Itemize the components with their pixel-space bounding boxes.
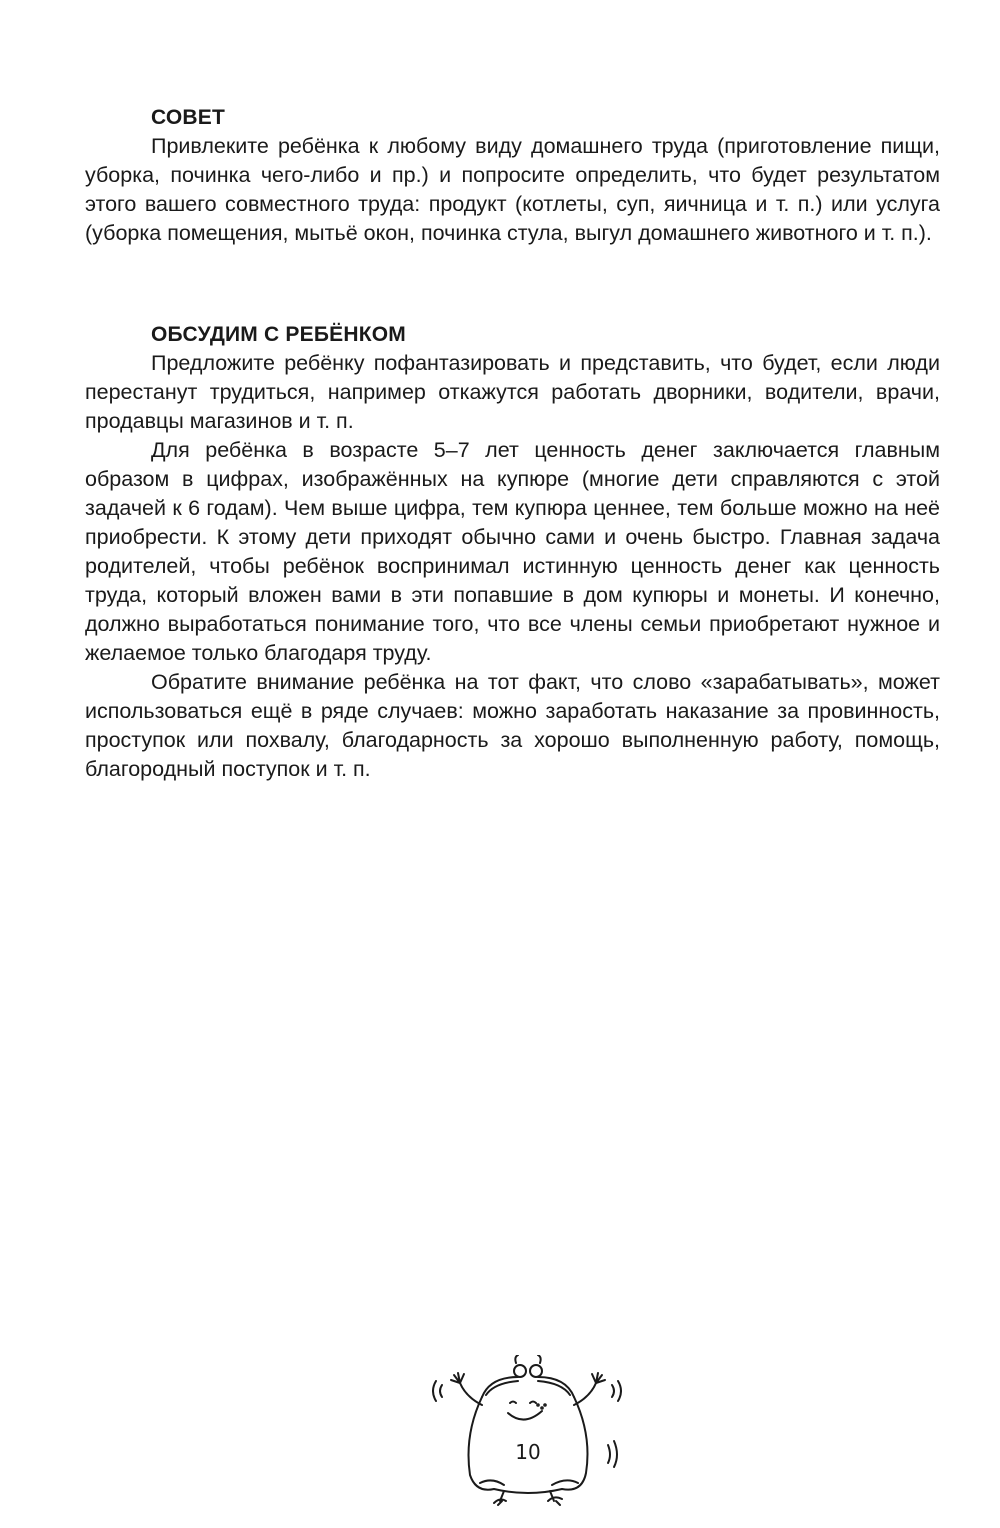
advice-heading: СОВЕТ (151, 106, 225, 129)
discuss-paragraph-3: Обратите внимание ребёнка на тот факт, что слово «зарабатывать», может использоваться ещё в ряде случаев: можно заработать наказание за провинность, проступок или похвалу, благодарность за хорошо выполненную работу, помощь, благородный поступок и т. п. (85, 670, 940, 781)
discuss-heading: ОБСУДИМ С РЕБЁНКОМ (151, 323, 406, 346)
discuss-paragraph-2: Для ребёнка в возрасте 5–7 лет ценность денег заключается главным образом в цифрах, изображённых на купюре (многие дети справляются с этой задачей к 6 годам). Чем выше цифра, тем купюра ценнее, тем больше можно на неё приобрести. К этому дети приходят обычно сами и очень быстро. Главная задача родителей, чтобы ребёнок воспринимал истинную ценность денег как ценность труда, который вложен вами в эти попавшие в дом купюры и монеты. И конечно, должно выработаться понимание того, что все члены семьи приобретают нужное и желаемое только благодаря труду. (85, 438, 940, 665)
purse-mascot-icon (432, 1355, 622, 1510)
discuss-paragraph-1: Предложите ребёнку пофантазировать и представить, что будет, если люди перестанут трудиться, например откажутся работать дворники, водители, врачи, продавцы магазинов и т. п. (85, 351, 940, 433)
page-number: 10 (515, 1440, 541, 1464)
advice-paragraph: Привлеките ребёнка к любому виду домашнего труда (приготовление пищи, уборка, починка чего-либо и пр.) и попросите определить, что будет результатом этого вашего совместного труда: продукт (котлеты, суп, яичница и т. п.) или услуга (уборка помещения, мытьё окон, починка стула, выгул домашнего животного и т. п.). (85, 134, 940, 245)
advice-section (85, 103, 940, 248)
discuss-section (85, 320, 940, 784)
